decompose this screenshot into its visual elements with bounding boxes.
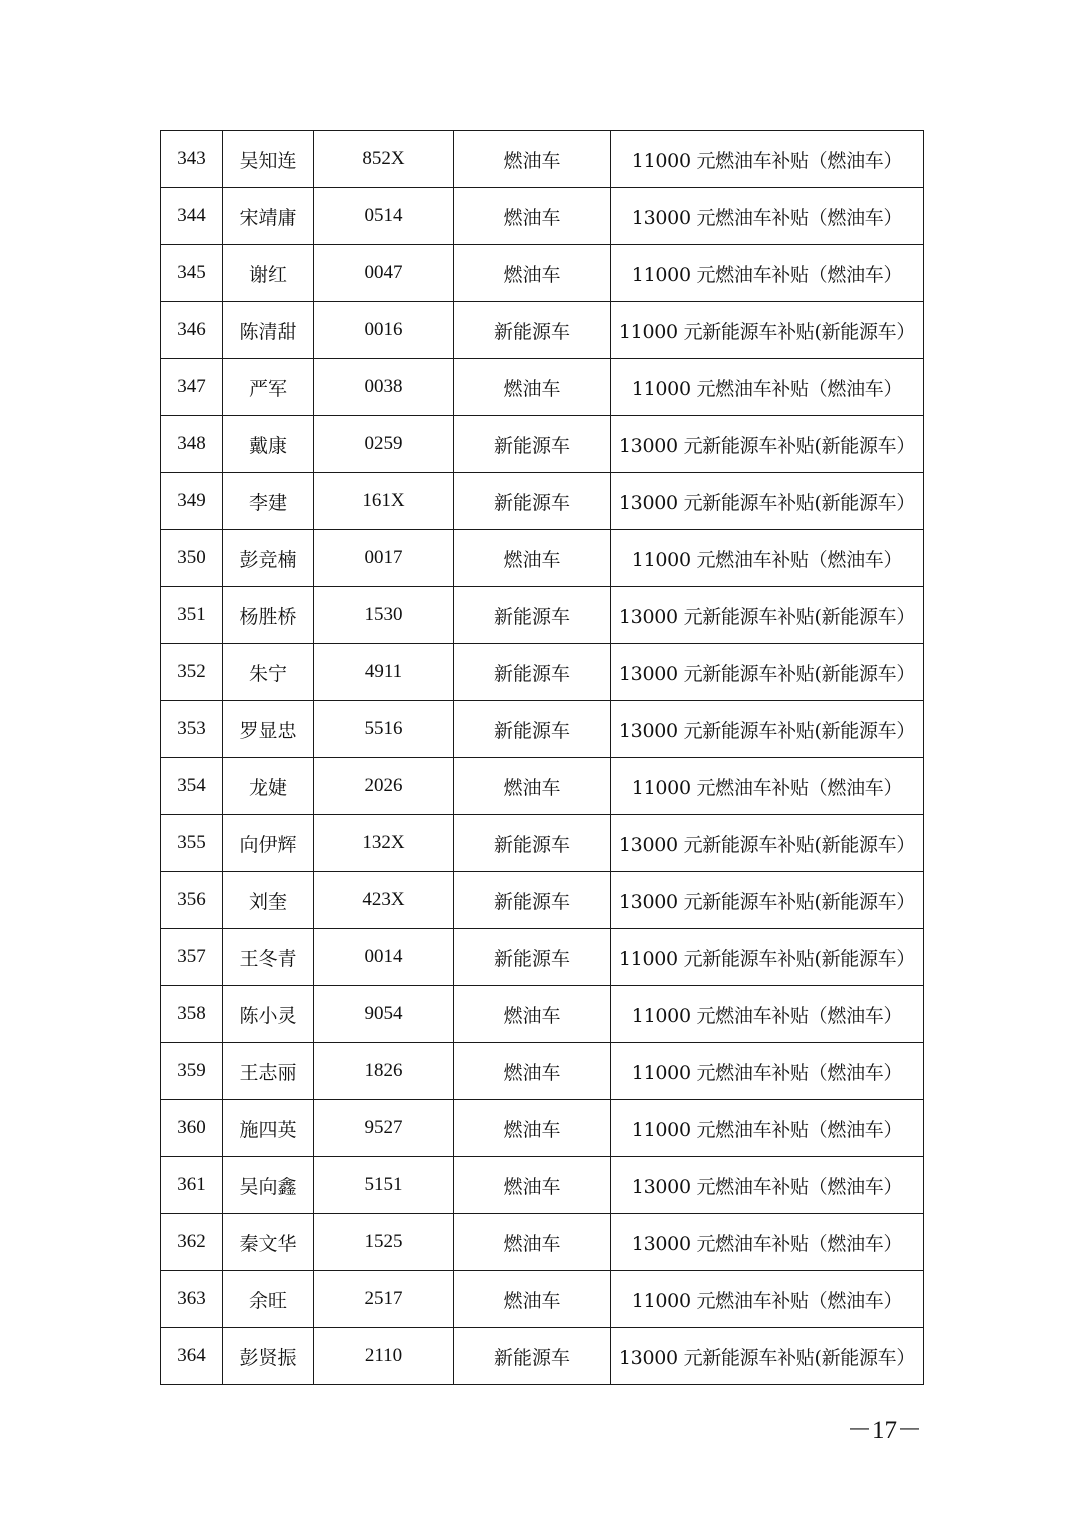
- row-number-cell: 364: [161, 1328, 223, 1385]
- subsidy-cell: 11000 元燃油车补贴（燃油车）: [611, 986, 924, 1043]
- row-number-cell: 358: [161, 986, 223, 1043]
- vehicle-type-cell: 燃油车: [454, 758, 611, 815]
- subsidy-cell: 11000 元燃油车补贴（燃油车）: [611, 359, 924, 416]
- vehicle-type-cell: 新能源车: [454, 929, 611, 986]
- subsidy-cell: 13000 元燃油车补贴（燃油车）: [611, 188, 924, 245]
- name-cell: 谢红: [223, 245, 314, 302]
- table-row: [161, 1214, 924, 1271]
- vehicle-type-cell: 燃油车: [454, 359, 611, 416]
- subsidy-cell: 11000 元燃油车补贴（燃油车）: [611, 530, 924, 587]
- subsidy-table: [160, 130, 924, 1385]
- table-row: [161, 929, 924, 986]
- name-cell: 陈清甜: [223, 302, 314, 359]
- subsidy-cell: 13000 元新能源车补贴(新能源车）: [611, 872, 924, 929]
- row-number-cell: 344: [161, 188, 223, 245]
- row-number-cell: 356: [161, 872, 223, 929]
- row-number-cell: 349: [161, 473, 223, 530]
- table-row: [161, 986, 924, 1043]
- table-row: [161, 701, 924, 758]
- subsidy-table-body: [161, 131, 924, 1385]
- subsidy-cell: 13000 元新能源车补贴(新能源车）: [611, 1328, 924, 1385]
- subsidy-cell: 11000 元燃油车补贴（燃油车）: [611, 1271, 924, 1328]
- subsidy-cell: 13000 元新能源车补贴(新能源车）: [611, 473, 924, 530]
- subsidy-cell: 11000 元燃油车补贴（燃油车）: [611, 131, 924, 188]
- name-cell: 严军: [223, 359, 314, 416]
- table-row: [161, 1100, 924, 1157]
- table-row: [161, 416, 924, 473]
- subsidy-cell: 13000 元新能源车补贴(新能源车）: [611, 644, 924, 701]
- table-row: [161, 587, 924, 644]
- subsidy-cell: 11000 元燃油车补贴（燃油车）: [611, 1043, 924, 1100]
- vehicle-type-cell: 新能源车: [454, 701, 611, 758]
- vehicle-type-cell: 新能源车: [454, 644, 611, 701]
- table-row: [161, 530, 924, 587]
- vehicle-type-cell: 燃油车: [454, 986, 611, 1043]
- name-cell: 李建: [223, 473, 314, 530]
- row-number-cell: 352: [161, 644, 223, 701]
- id-suffix-cell: 0017: [314, 530, 454, 587]
- row-number-cell: 363: [161, 1271, 223, 1328]
- row-number-cell: 347: [161, 359, 223, 416]
- vehicle-type-cell: 新能源车: [454, 815, 611, 872]
- row-number-cell: 360: [161, 1100, 223, 1157]
- id-suffix-cell: 2026: [314, 758, 454, 815]
- id-suffix-cell: 9527: [314, 1100, 454, 1157]
- row-number-cell: 348: [161, 416, 223, 473]
- id-suffix-cell: 2517: [314, 1271, 454, 1328]
- name-cell: 王冬青: [223, 929, 314, 986]
- vehicle-type-cell: 新能源车: [454, 416, 611, 473]
- name-cell: 宋靖庸: [223, 188, 314, 245]
- name-cell: 罗显忠: [223, 701, 314, 758]
- subsidy-cell: 13000 元新能源车补贴(新能源车）: [611, 815, 924, 872]
- name-cell: 彭竞楠: [223, 530, 314, 587]
- table-row: [161, 302, 924, 359]
- table-row: [161, 359, 924, 416]
- table-row: [161, 1157, 924, 1214]
- name-cell: 戴康: [223, 416, 314, 473]
- subsidy-cell: 13000 元新能源车补贴(新能源车）: [611, 701, 924, 758]
- name-cell: 余旺: [223, 1271, 314, 1328]
- name-cell: 秦文华: [223, 1214, 314, 1271]
- id-suffix-cell: 0014: [314, 929, 454, 986]
- id-suffix-cell: 132X: [314, 815, 454, 872]
- row-number-cell: 343: [161, 131, 223, 188]
- name-cell: 刘奎: [223, 872, 314, 929]
- subsidy-cell: 13000 元新能源车补贴(新能源车）: [611, 416, 924, 473]
- row-number-cell: 351: [161, 587, 223, 644]
- id-suffix-cell: 9054: [314, 986, 454, 1043]
- table-row: [161, 1271, 924, 1328]
- id-suffix-cell: 423X: [314, 872, 454, 929]
- vehicle-type-cell: 燃油车: [454, 1214, 611, 1271]
- row-number-cell: 357: [161, 929, 223, 986]
- id-suffix-cell: 4911: [314, 644, 454, 701]
- name-cell: 王志丽: [223, 1043, 314, 1100]
- row-number-cell: 355: [161, 815, 223, 872]
- id-suffix-cell: 0514: [314, 188, 454, 245]
- name-cell: 吴向鑫: [223, 1157, 314, 1214]
- subsidy-cell: 13000 元燃油车补贴（燃油车）: [611, 1157, 924, 1214]
- row-number-cell: 345: [161, 245, 223, 302]
- table-row: [161, 1043, 924, 1100]
- vehicle-type-cell: 燃油车: [454, 1157, 611, 1214]
- name-cell: 陈小灵: [223, 986, 314, 1043]
- vehicle-type-cell: 新能源车: [454, 302, 611, 359]
- subsidy-cell: 11000 元新能源车补贴(新能源车）: [611, 302, 924, 359]
- table-row: [161, 644, 924, 701]
- table-row: [161, 188, 924, 245]
- table-row: [161, 245, 924, 302]
- id-suffix-cell: 2110: [314, 1328, 454, 1385]
- table-row: [161, 872, 924, 929]
- table-row: [161, 473, 924, 530]
- name-cell: 向伊辉: [223, 815, 314, 872]
- name-cell: 朱宁: [223, 644, 314, 701]
- subsidy-cell: 11000 元燃油车补贴（燃油车）: [611, 245, 924, 302]
- name-cell: 施四英: [223, 1100, 314, 1157]
- subsidy-cell: 11000 元燃油车补贴（燃油车）: [611, 758, 924, 815]
- vehicle-type-cell: 新能源车: [454, 587, 611, 644]
- subsidy-cell: 11000 元燃油车补贴（燃油车）: [611, 1100, 924, 1157]
- id-suffix-cell: 0016: [314, 302, 454, 359]
- table-row: [161, 758, 924, 815]
- vehicle-type-cell: 燃油车: [454, 1043, 611, 1100]
- subsidy-cell: 13000 元新能源车补贴(新能源车）: [611, 587, 924, 644]
- vehicle-type-cell: 新能源车: [454, 1328, 611, 1385]
- vehicle-type-cell: 燃油车: [454, 1100, 611, 1157]
- id-suffix-cell: 0259: [314, 416, 454, 473]
- id-suffix-cell: 1826: [314, 1043, 454, 1100]
- vehicle-type-cell: 新能源车: [454, 473, 611, 530]
- row-number-cell: 359: [161, 1043, 223, 1100]
- id-suffix-cell: 5151: [314, 1157, 454, 1214]
- table-row: [161, 1328, 924, 1385]
- id-suffix-cell: 0038: [314, 359, 454, 416]
- name-cell: 杨胜桥: [223, 587, 314, 644]
- id-suffix-cell: 0047: [314, 245, 454, 302]
- vehicle-type-cell: 燃油车: [454, 245, 611, 302]
- row-number-cell: 353: [161, 701, 223, 758]
- vehicle-type-cell: 燃油车: [454, 530, 611, 587]
- table-row: [161, 815, 924, 872]
- id-suffix-cell: 1530: [314, 587, 454, 644]
- name-cell: 吴知连: [223, 131, 314, 188]
- row-number-cell: 354: [161, 758, 223, 815]
- vehicle-type-cell: 燃油车: [454, 1271, 611, 1328]
- name-cell: 彭贤振: [223, 1328, 314, 1385]
- subsidy-cell: 13000 元燃油车补贴（燃油车）: [611, 1214, 924, 1271]
- row-number-cell: 362: [161, 1214, 223, 1271]
- name-cell: 龙婕: [223, 758, 314, 815]
- id-suffix-cell: 852X: [314, 131, 454, 188]
- vehicle-type-cell: 燃油车: [454, 131, 611, 188]
- row-number-cell: 361: [161, 1157, 223, 1214]
- page-number: －17－: [846, 1417, 922, 1444]
- row-number-cell: 350: [161, 530, 223, 587]
- vehicle-type-cell: 燃油车: [454, 188, 611, 245]
- id-suffix-cell: 1525: [314, 1214, 454, 1271]
- subsidy-cell: 11000 元新能源车补贴(新能源车）: [611, 929, 924, 986]
- id-suffix-cell: 161X: [314, 473, 454, 530]
- row-number-cell: 346: [161, 302, 223, 359]
- vehicle-type-cell: 新能源车: [454, 872, 611, 929]
- id-suffix-cell: 5516: [314, 701, 454, 758]
- table-row: [161, 131, 924, 188]
